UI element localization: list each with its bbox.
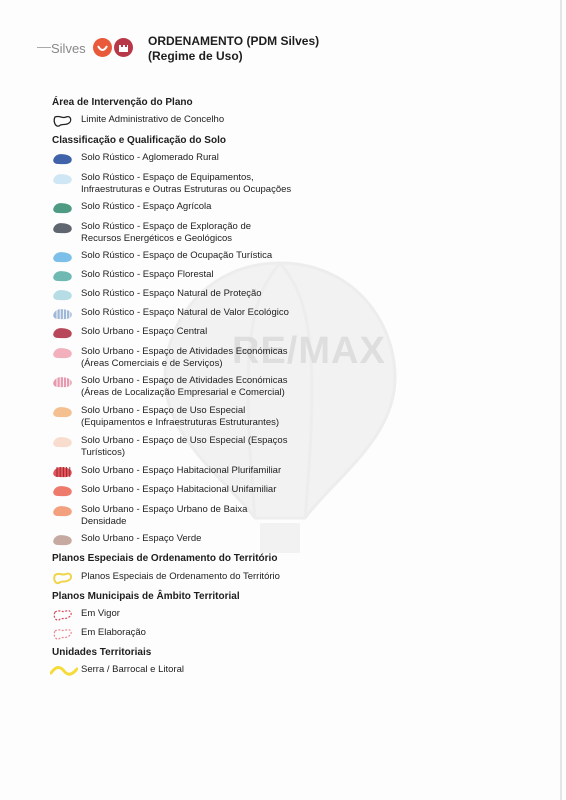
legend-label: Solo Urbano - Espaço de Uso Especial — [81, 405, 246, 416]
legend-label: Solo Rústico - Espaço de Equipamentos, — [81, 172, 254, 183]
section-title-classificacao: Classificação e Qualificação do Solo — [52, 135, 226, 146]
legend-label-continued: Recursos Energéticos e Geológicos — [81, 233, 233, 244]
document-title — [148, 34, 319, 64]
legend-label-continued: (Equipamentos e Infraestruturas Estruturantes) — [81, 417, 280, 428]
legend-label-continued: (Áreas de Localização Empresarial e Comercial) — [81, 387, 285, 398]
dashed-red-outline-icon — [52, 608, 74, 622]
logo-flame-icon — [93, 38, 112, 57]
boundary-outline-icon — [52, 114, 74, 128]
legend-item — [52, 346, 492, 370]
section-title-area: Área de Intervenção do Plano — [52, 97, 193, 108]
color-swatch-icon — [52, 152, 74, 166]
legend-label: Solo Rústico - Aglomerado Rural — [81, 152, 219, 163]
color-swatch-icon — [52, 221, 74, 235]
legend-label: Solo Rústico - Espaço Agrícola — [81, 201, 212, 212]
legend-label: Solo Urbano - Espaço Urbano de Baixa — [81, 504, 248, 515]
legend-label: Solo Urbano - Espaço Central — [81, 326, 208, 337]
logo-text: Silves — [51, 41, 86, 56]
legend-item: Em Elaboração — [52, 627, 492, 651]
legend-item — [52, 504, 492, 528]
legend-label: Solo Urbano - Espaço de Atividades Económicas — [81, 346, 288, 357]
legend-item: Planos Especiais de Ordenamento do Território — [52, 571, 492, 595]
legend-label: Solo Rústico - Espaço de Ocupação Turística — [81, 250, 273, 261]
legend-item — [52, 435, 492, 459]
section-title-unidades: Unidades Territoriais — [52, 647, 152, 658]
dashed-pink-outline-icon — [52, 627, 74, 641]
color-swatch-icon — [52, 250, 74, 264]
legend-item: Serra / Barrocal e Litoral — [52, 664, 492, 688]
legend-item — [52, 172, 492, 196]
legend-label: Solo Rústico - Espaço Florestal — [81, 269, 214, 280]
legend-label-continued: (Áreas Comerciais e de Serviços) — [81, 358, 223, 369]
legend-label-continued: Densidade — [81, 516, 127, 527]
legend-label: Solo Rústico - Espaço Natural de Proteção — [81, 288, 262, 299]
legend-label: Solo Urbano - Espaço Verde — [81, 533, 202, 544]
yellow-wave-line-icon — [50, 664, 78, 678]
color-swatch-icon — [52, 346, 74, 360]
watermark-text: RE/MAX — [232, 330, 386, 372]
color-swatch-icon — [52, 504, 74, 518]
legend-label: Solo Urbano - Espaço Habitacional Plurifamiliar — [81, 465, 282, 476]
legend-item — [52, 375, 492, 399]
legend-label: Solo Urbano - Espaço de Atividades Económicas — [81, 375, 288, 386]
color-swatch-icon — [52, 269, 74, 283]
color-swatch-icon — [52, 405, 74, 419]
silves-logo — [37, 36, 137, 62]
section-title-planos-municipais: Planos Municipais de Âmbito Territorial — [52, 591, 240, 602]
legend-label: Solo Rústico - Espaço Natural de Valor Ecológico — [81, 307, 289, 318]
color-swatch-icon — [52, 484, 74, 498]
legend-item: Limite Administrativo de Concelho — [52, 114, 492, 138]
color-swatch-icon — [52, 307, 74, 321]
logo-castle-icon — [114, 38, 133, 57]
color-swatch-icon — [52, 201, 74, 215]
color-swatch-icon — [52, 375, 74, 389]
color-swatch-icon — [52, 465, 74, 479]
section-title-planos-especiais: Planos Especiais de Ordenamento do Território — [52, 553, 278, 564]
legend-label: Solo Rústico - Espaço de Exploração de — [81, 221, 252, 232]
legend-item — [52, 221, 492, 245]
yellow-outline-icon — [52, 571, 74, 585]
color-swatch-icon — [52, 435, 74, 449]
title-line-2: (Regime de Uso) — [148, 49, 243, 63]
legend-label: Solo Urbano - Espaço de Uso Especial (Espaços — [81, 435, 288, 446]
legend-item: Em Vigor — [52, 608, 492, 632]
color-swatch-icon — [52, 288, 74, 302]
title-line-1: ORDENAMENTO (PDM Silves) — [148, 34, 320, 48]
color-swatch-icon — [52, 533, 74, 547]
legend-item — [52, 405, 492, 429]
legend-label: Solo Urbano - Espaço Habitacional Unifamiliar — [81, 484, 277, 495]
color-swatch-icon — [52, 326, 74, 340]
legend-label-continued: Turísticos) — [81, 447, 125, 458]
legend-label-continued: Infraestruturas e Outras Estruturas ou Ocupações — [81, 184, 292, 195]
color-swatch-icon — [52, 172, 74, 186]
